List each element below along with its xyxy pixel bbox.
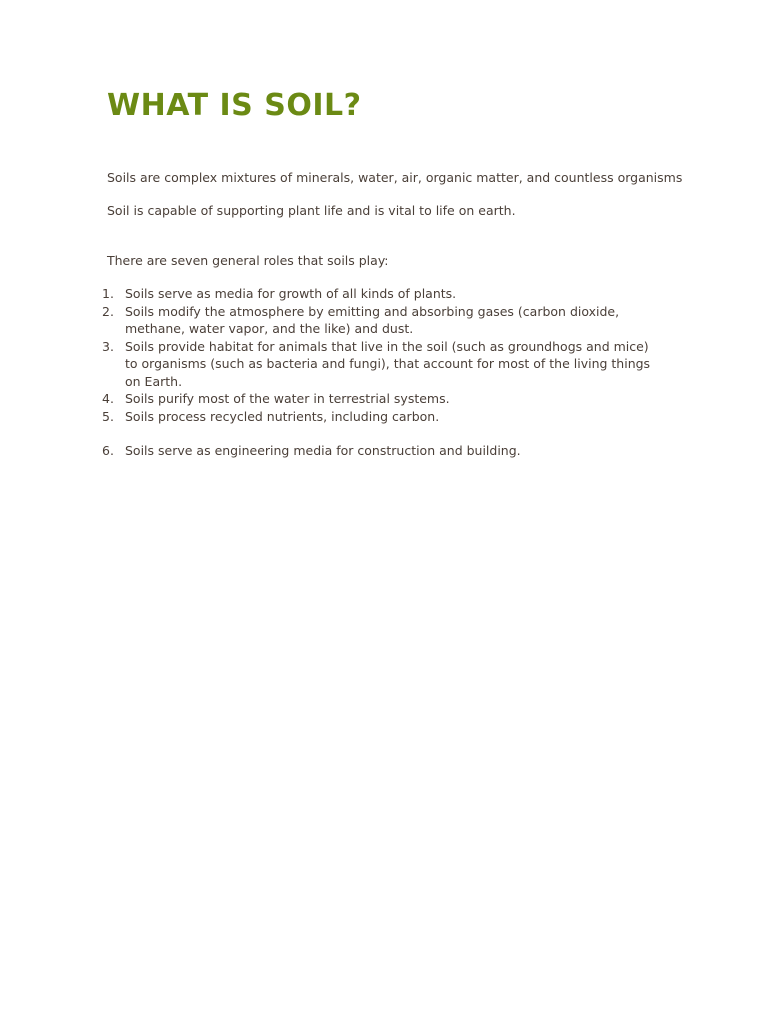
- list-item: [100, 408, 660, 426]
- list-item-text: Soils serve as engineering media for construction and building.: [125, 443, 521, 458]
- list-item-number: 4.: [102, 391, 114, 406]
- list-item-number: 3.: [102, 338, 114, 354]
- intro-paragraph: Soils are complex mixtures of minerals, water, air, organic matter, and countless organisms: [107, 170, 683, 185]
- list-item: [100, 303, 660, 338]
- list-item: [100, 285, 660, 303]
- list-item: [100, 390, 660, 408]
- list-item: [100, 442, 660, 460]
- list-item-number: 1.: [102, 286, 114, 301]
- list-item-text: Soils provide habitat for animals that live in the soil (such as groundhogs and mice) to organisms (such as bacteria and fungi), that account for most of the living things on Earth.: [125, 338, 651, 389]
- list-item-text: Soils serve as media for growth of all kinds of plants.: [125, 286, 457, 301]
- list-item-number: 6.: [102, 443, 114, 458]
- page-title: WHAT IS SOIL?: [107, 88, 362, 123]
- plant-life-paragraph: Soil is capable of supporting plant life and is vital to life on earth.: [107, 203, 516, 218]
- list-item-number: 2.: [102, 303, 114, 319]
- roles-intro-paragraph: There are seven general roles that soils play:: [107, 253, 389, 268]
- list-item-text: Soils modify the atmosphere by emitting and absorbing gases (carbon dioxide, methane, water vapor, and the like) and dust.: [125, 303, 620, 336]
- list-item-text: Soils purify most of the water in terrestrial systems.: [125, 391, 450, 406]
- roles-list: [100, 285, 660, 460]
- list-item-number: 5.: [102, 408, 114, 424]
- list-item-text: Soils process recycled nutrients, including carbon.: [125, 408, 440, 424]
- list-item: [100, 338, 660, 391]
